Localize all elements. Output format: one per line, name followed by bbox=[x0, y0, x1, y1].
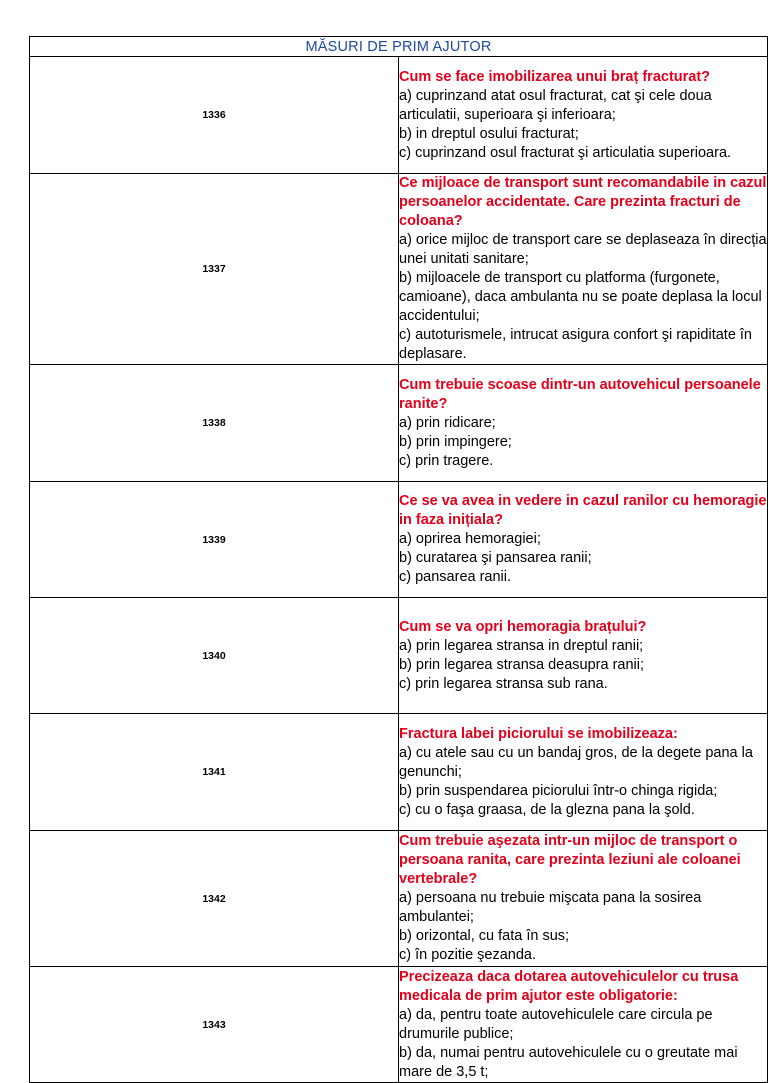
question-number: 1337 bbox=[30, 174, 399, 365]
answer-c: c) cuprinzand osul fracturat şi articulatia superioara. bbox=[399, 144, 732, 161]
question-number: 1336 bbox=[30, 57, 399, 174]
answer-a: a) orice mijloc de transport care se deplaseaza în direcția unei unitati sanitare; bbox=[399, 232, 767, 267]
question-number: 1340 bbox=[30, 598, 399, 714]
answer-a: a) prin legarea stransa in dreptul ranii; bbox=[399, 637, 644, 654]
question-number: 1341 bbox=[30, 714, 399, 831]
first-aid-question-table bbox=[29, 36, 768, 1083]
question-text: Cum se face imobilizarea unui braț fracturat? bbox=[399, 68, 711, 85]
answer-b: b) da, numai pentru autovehiculele cu o greutate mai mare de 3,5 t; bbox=[399, 1044, 738, 1080]
answer-b: b) prin impingere; bbox=[399, 433, 512, 450]
answer-b: b) prin legarea stransa deasupra ranii; bbox=[399, 656, 645, 673]
question-cell bbox=[399, 598, 768, 714]
question-row-1343 bbox=[30, 967, 768, 1083]
answer-b: b) mijloacele de transport cu platforma (furgonete, camioane), daca ambulanta nu se poate deplasa la locul accidentului; bbox=[399, 270, 762, 324]
question-number: 1338 bbox=[30, 365, 399, 482]
question-text: Cum trebuie aşezata intr-un mijloc de transport o persoana ranita, care prezinta leziuni ale coloanei vertebrale? bbox=[399, 833, 741, 887]
question-row-1342 bbox=[30, 831, 768, 967]
page-title: MĂSURI DE PRIM AJUTOR bbox=[30, 37, 768, 57]
answer-a: a) cu atele sau cu un bandaj gros, de la degete pana la genunchi; bbox=[399, 744, 753, 780]
question-text: Cum trebuie scoase dintr-un autovehicul persoanele ranite? bbox=[399, 376, 761, 412]
answer-b: b) curatarea şi pansarea ranii; bbox=[399, 550, 592, 566]
question-text: Ce mijloace de transport sunt recomandabile in cazul persoanelor accidentate. Care prezinta fracturi de coloana? bbox=[399, 175, 767, 229]
question-row-1338 bbox=[30, 365, 768, 482]
question-cell bbox=[399, 365, 768, 482]
question-cell bbox=[399, 57, 768, 174]
answer-c: c) autoturismele, intrucat asigura confort şi rapiditate în deplasare. bbox=[399, 327, 752, 362]
question-cell bbox=[399, 967, 768, 1083]
question-text: Fractura labei piciorului se imobilizeaza: bbox=[399, 725, 678, 742]
answer-c: c) prin tragere. bbox=[399, 452, 494, 469]
answer-b: b) prin suspendarea piciorului într-o chinga rigida; bbox=[399, 782, 718, 799]
question-cell bbox=[399, 831, 768, 967]
answer-a: a) oprirea hemoragiei; bbox=[399, 531, 541, 547]
question-row-1336 bbox=[30, 57, 768, 174]
question-cell bbox=[399, 482, 768, 598]
answer-a: a) cuprinzand atat osul fracturat, cat şi cele doua articulatii, superioara şi inferioara; bbox=[399, 87, 712, 123]
answer-c: c) în pozitie şezanda. bbox=[399, 947, 537, 963]
question-text: Ce se va avea in vedere in cazul ranilor cu hemoragie in faza inițiala? bbox=[399, 493, 767, 528]
question-number: 1343 bbox=[30, 967, 399, 1083]
answer-c: c) pansarea ranii. bbox=[399, 569, 512, 585]
answer-a: a) da, pentru toate autovehiculele care circula pe drumurile publice; bbox=[399, 1006, 713, 1042]
answer-c: c) cu o faşa graasa, de la glezna pana la şold. bbox=[399, 801, 695, 818]
answer-a: a) persoana nu trebuie mişcata pana la sosirea ambulantei; bbox=[399, 890, 702, 925]
question-row-1341 bbox=[30, 714, 768, 831]
question-text: Cum se va opri hemoragia brațului? bbox=[399, 618, 647, 635]
question-number: 1339 bbox=[30, 482, 399, 598]
title-row bbox=[30, 37, 768, 57]
question-row-1337 bbox=[30, 174, 768, 365]
question-row-1340 bbox=[30, 598, 768, 714]
answer-a: a) prin ridicare; bbox=[399, 414, 496, 431]
question-text: Precizeaza daca dotarea autovehiculelor cu trusa medicala de prim ajutor este obligatorie: bbox=[399, 968, 739, 1004]
question-cell bbox=[399, 714, 768, 831]
question-row-1339 bbox=[30, 482, 768, 598]
question-cell bbox=[399, 174, 768, 365]
answer-b: b) orizontal, cu fata în sus; bbox=[399, 928, 570, 944]
answer-b: b) in dreptul osului fracturat; bbox=[399, 125, 579, 142]
question-number: 1342 bbox=[30, 831, 399, 967]
answer-c: c) prin legarea stransa sub rana. bbox=[399, 675, 608, 692]
